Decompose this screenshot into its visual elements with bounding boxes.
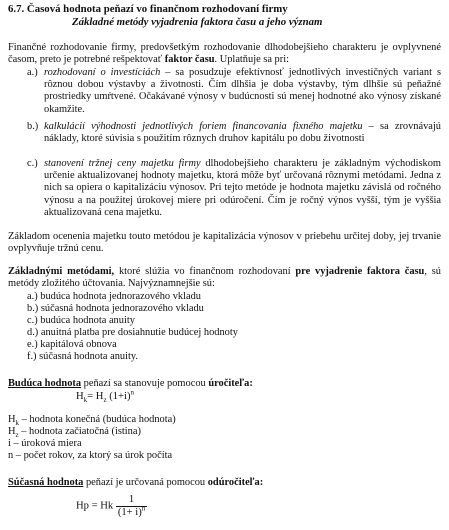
compounding-factor-term: úročiteľa: [208,378,253,389]
method-item: c.) budúca hodnota anuity [27,315,135,326]
list-item-text: – sa zrovnávajú náklady, ktoré súvisia s použitím rôznych druhov kapitálu po dobu životnosti [44,121,441,145]
method-item: d.) anuitná platba pre dosiahnutie budúcej hodnoty [27,327,238,338]
list-item-text: – sa posudzuje efektívnosť jednotlivých investičných variant s rôznou dobou výstavby a životnosti. Čím dlhšia je doba výstavby, tým dlhšie sú peňažné prostriedky umŕtvené. Očakávané výnosy v budúcnosti sú menej hodnotné ako výnosy získané okamžite. [44,67,441,115]
future-value-formula: $H_k= H_z$ $(1+i)^n$ [76,388,134,405]
future-value-text: peňazí sa stanovuje pomocou [81,378,209,389]
legend-hk: $H_k$ – hodnota konečná (budúca hodnota) [8,414,176,428]
section-subtitle: Základné metódy vyjadrenia faktora času a jeho význam [72,16,323,28]
list-item-title: kalkulácií výhodnosti jednotlivých foriem financovania fixného majetku [44,121,363,132]
methods-text: ktoré slúžia vo finančnom rozhodovaní [114,266,296,277]
future-value-paragraph [8,378,441,390]
intro-text: Finančné rozhodovanie firmy, predovšetkým rozhodovanie dlhodobejšieho charakteru je ovplyvnené časom, preto je potrebné rešpektovať [8,42,441,66]
list-item-c [27,158,441,219]
list-item-text: dlhodobejšieho charakteru je základným východiskom určenie aktualizovanej hodnoty majetku, ktorá môže byť určovaná rôznymi metódami. Jedna z nich sa opiera o kapitalizáciu výnosov. Pri tejto metóde je hodnota majetku závislá od ročného výnosu a na použitej úrokovej miere pri odúročení. Čím je ročný výnos vyšší, tým je vyššia aktualizovaná cena majetku. [44,158,441,218]
present-value-formula: Hp = Hk $\frac{1}{(1+ i)^n}$ [76,494,146,519]
list-marker: b.) [27,121,39,132]
list-item-b [27,121,441,145]
future-value-term: Budúca hodnota [8,378,82,389]
present-value-text: peňazí je určovaná pomocou [83,477,208,488]
discount-factor-term: odúročiteľa: [207,477,264,488]
methods-text-end: , sú metódy zložitého účtovania. Najvýznamnejšie sú: [8,266,441,290]
list-item-title: rozhodovaní o investíciách [44,67,161,78]
methods-bold-2: pre vyjadrenie faktora času [295,266,425,277]
list-marker: a.) [27,67,38,78]
method-item: f.) súčasná hodnota anuity. [27,351,138,362]
present-value-term: Súčasná hodnota [8,477,84,488]
intro-text-end: . Uplatňuje sa pri: [214,54,289,66]
method-item: e.) kapitálová obnova [27,339,117,350]
intro-bold-term: faktor času [164,54,215,66]
list-marker: c.) [27,158,38,169]
legend-n: n – počet rokov, za ktorý sa úrok počíta [8,450,173,461]
legend-hz: $H_z$ – hodnota začiatočná (istina) [8,426,141,440]
list-item-a [27,67,441,116]
list-item-title: stanovení tržnej ceny majetku firmy [44,158,201,169]
method-item: a.) budúca hodnota jednorazového vkladu [27,291,201,302]
section-title: 6.7. Časová hodnota peňazí vo finančnom rozhodovaní firmy [8,3,288,15]
legend-i: i – úroková miera [8,438,82,449]
intro-paragraph [8,42,441,66]
closing-paragraph: Základom ocenenia majetku touto metódou je kapitalizácia výnosov v priebehu určitej doby, jej trvanie ovplyvňuje tržnú cenu. [8,231,441,255]
methods-bold: Základnými metódami, [8,266,115,277]
present-value-paragraph [8,477,441,489]
method-item: b.) súčasná hodnota jednorazového vkladu [27,303,204,314]
fraction: $\frac{1}{(1+ i)^n}$ [117,494,146,519]
methods-paragraph [8,266,441,290]
